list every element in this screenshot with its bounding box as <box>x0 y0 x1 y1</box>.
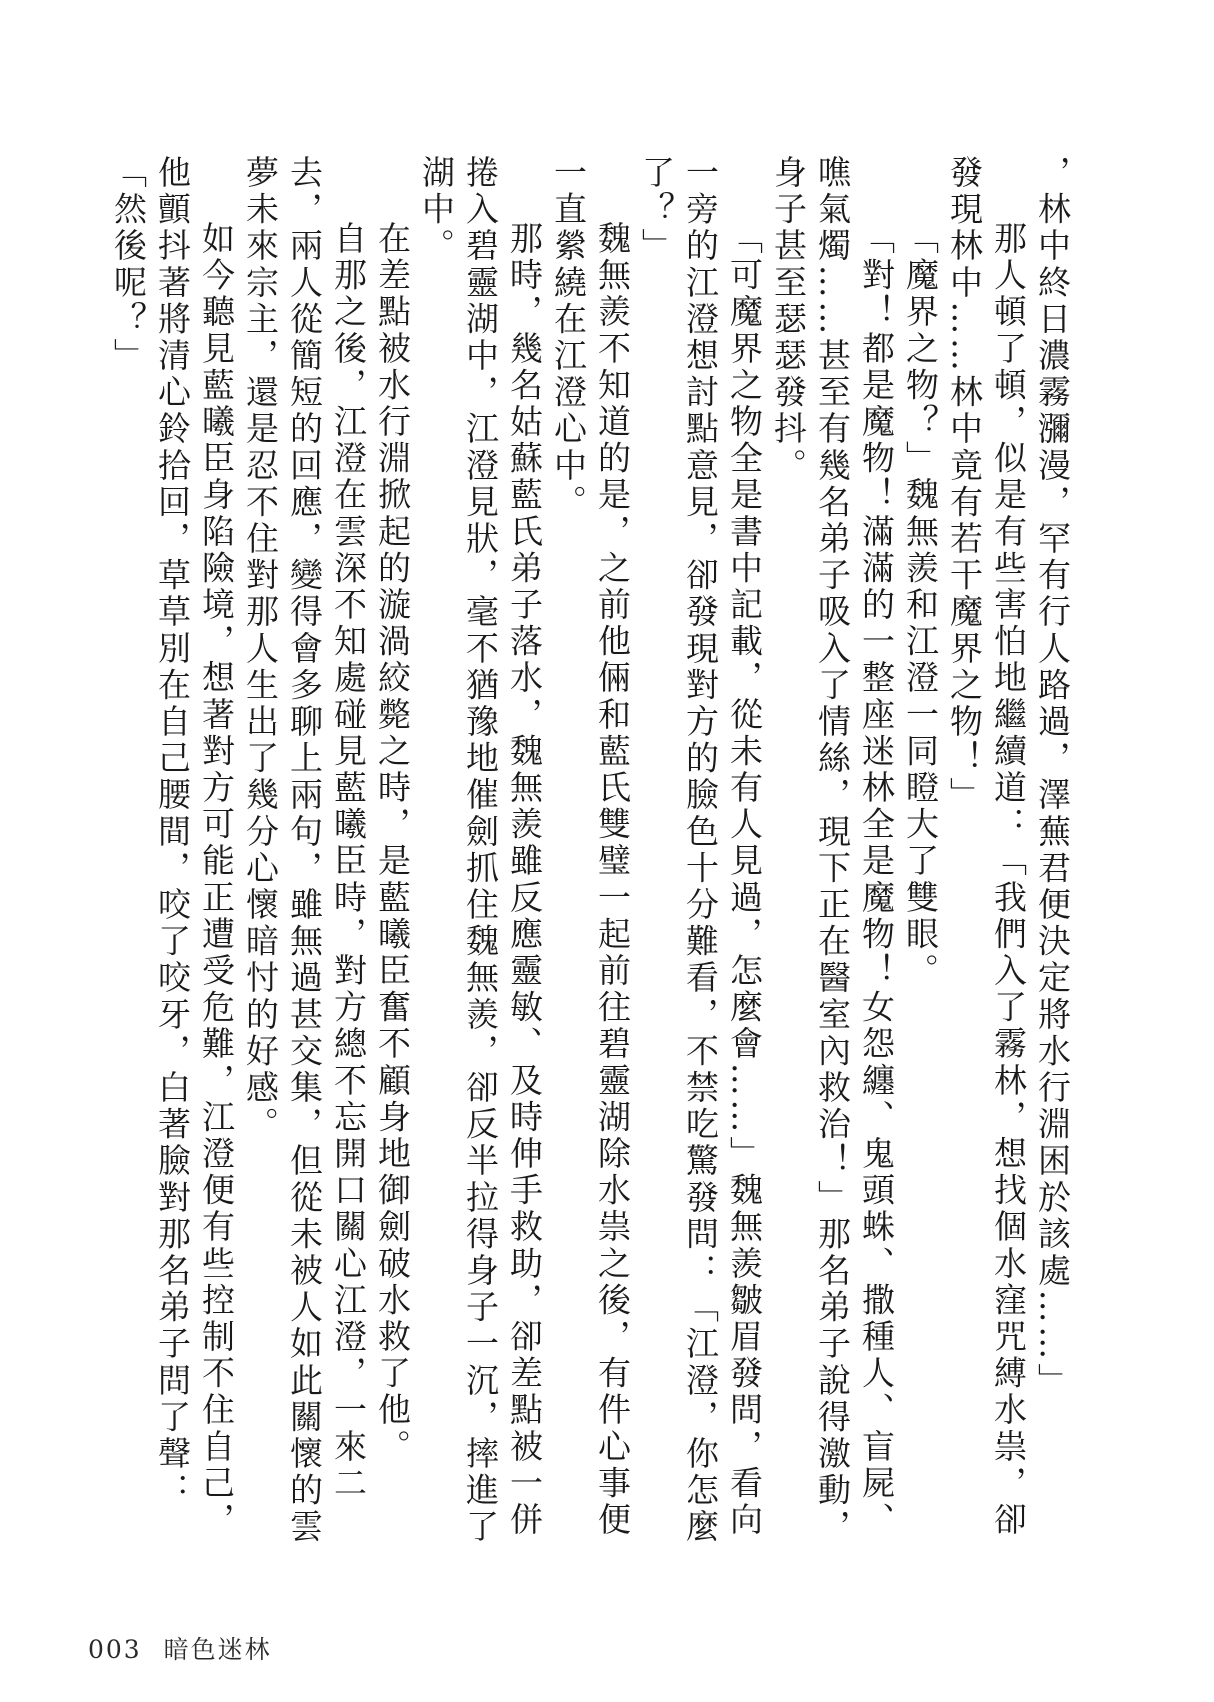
paragraph-2: 那人頓了頓，似是有些害怕地繼續道：「我們入了霧林，想找個水窪咒縛水祟，卻發現林中……林中竟有若干魔界之物！」 <box>945 155 1028 1539</box>
paragraph-10: 如今聽見藍曦臣身陷險境，想著對方可能正遭受危難，江澄便有些控制不住自己，他顫抖著將清心鈴拾回，草草別在自己腰間，咬了咬牙，白著臉對那名弟子問了聲：「然後呢？」 <box>109 155 236 1539</box>
paragraph-3: 「魔界之物？」魏無羨和江澄一同瞪大了雙眼。 <box>901 221 940 990</box>
body-text <box>109 155 1074 1575</box>
paragraph-4: 「對！都是魔物！滿滿的一整座迷林全是魔物！女怨纏、鬼頭蛛、撒種人、盲屍、噍氣燭……甚至有幾名弟子吸入了情絲，現下正在醫室內救治！」那名弟子說得激動，身子甚至瑟瑟發抖。 <box>769 155 896 1546</box>
paragraph-6: 魏無羨不知道的是，之前他倆和藍氏雙璧一起前往碧靈湖除水祟之後，有件心事便一直縈繞在江澄心中。 <box>549 155 632 1539</box>
page-footer <box>88 1630 272 1666</box>
paragraph-9: 自那之後，江澄在雲深不知處碰見藍曦臣時，對方總不忘開口關心江澄，一來二去，兩人從簡短的回應，變得會多聊上兩句，雖無過甚交集，但從未被人如此關懷的雲夢未來宗主，還是忍不住對那人生出了幾分心懷暗忖的好感。 <box>241 155 368 1546</box>
page-number: 003 <box>88 1635 142 1664</box>
paragraph-7: 那時，幾名姑蘇藍氏弟子落水，魏無羨雖反應靈敏、及時伸手救助，卻差點被一併捲入碧靈湖中，江澄見狀，毫不猶豫地催劍抓住魏無羨，卻反半拉得身子一沉，摔進了湖中。 <box>417 155 544 1546</box>
paragraph-1: ，林中終日濃霧瀰漫，罕有行人路過，澤蕪君便決定將水行淵困於該處……」 <box>1033 155 1072 1400</box>
paragraph-5: 「可魔界之物全是書中記載，從未有人見過，怎麼會……」魏無羨皺眉發問，看向一旁的江澄想討點意見，卻發現對方的臉色十分難看，不禁吃驚發問：「江澄，你怎麼了？」 <box>637 155 764 1546</box>
paragraph-8: 在差點被水行淵掀起的漩渦絞斃之時，是藍曦臣奮不顧身地御劍破水救了他。 <box>373 221 412 1466</box>
chapter-title: 暗色迷林 <box>163 1635 272 1664</box>
